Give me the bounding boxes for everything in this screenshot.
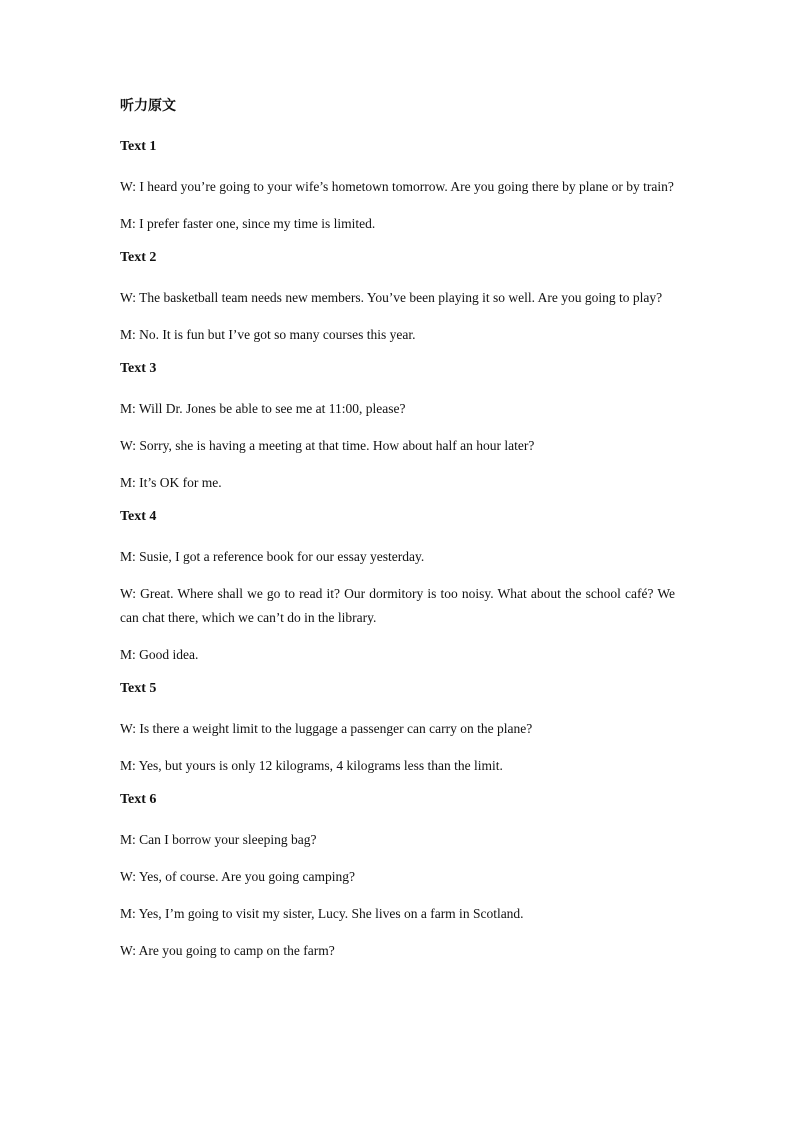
dialogue-line: W: Is there a weight limit to the luggage a passenger can carry on the plane? [120,721,533,736]
section-text-2 [120,249,675,347]
dialogue-line: M: Good idea. [120,647,199,662]
section-heading: Text 3 [120,361,157,376]
dialogue-line: M: Yes, but yours is only 12 kilograms, 4 kilograms less than the limit. [120,758,503,773]
section-text-1 [120,138,675,236]
dialogue-line: M: Susie, I got a reference book for our essay yesterday. [120,549,425,564]
section-text-4 [120,508,675,667]
section-text-5 [120,680,675,778]
section-heading: Text 2 [120,250,157,265]
dialogue-line: M: I prefer faster one, since my time is limited. [120,216,376,231]
dialogue-line: W: Are you going to camp on the farm? [120,943,335,958]
section-heading: Text 5 [120,681,157,696]
dialogue-line: M: No. It is fun but I’ve got so many courses this year. [120,327,416,342]
dialogue-line: W: I heard you’re going to your wife’s hometown tomorrow. Are you going there by plane or by train? [120,179,674,194]
dialogue-line: W: Yes, of course. Are you going camping? [120,869,355,884]
dialogue-line: W: Sorry, she is having a meeting at that time. How about half an hour later? [120,438,535,453]
document-title: 听力原文 [120,98,176,114]
dialogue-line: M: Will Dr. Jones be able to see me at 11:00, please? [120,401,406,416]
dialogue-line: W: Great. Where shall we go to read it? Our dormitory is too noisy. What about the school café? We can chat there, which we can’t do in the library. [120,586,675,625]
section-text-6 [120,791,675,963]
document-page [120,96,675,976]
dialogue-line: M: Yes, I’m going to visit my sister, Lucy. She lives on a farm in Scotland. [120,906,524,921]
dialogue-line: W: The basketball team needs new members. You’ve been playing it so well. Are you going to play? [120,290,663,305]
section-heading: Text 6 [120,792,157,807]
dialogue-line: M: Can I borrow your sleeping bag? [120,832,317,847]
section-heading: Text 4 [120,509,157,524]
section-text-3 [120,360,675,495]
section-heading: Text 1 [120,139,157,154]
dialogue-line: M: It’s OK for me. [120,475,222,490]
